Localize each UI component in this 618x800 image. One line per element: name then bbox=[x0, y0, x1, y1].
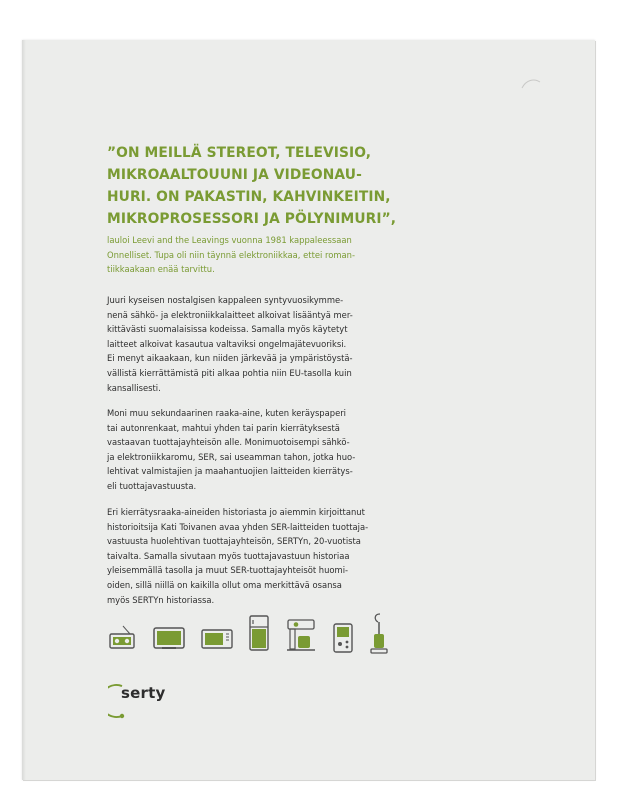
quote-credit: lauloi Leevi and the Leavings vuonna 1981 kappaleessaan Onnelliset. Tupa oli niin täynnä elektroniikkaa, ettei roman- tiikkaakaan enää tarvittu. bbox=[107, 235, 355, 275]
cover-spine-edge bbox=[22, 40, 26, 780]
game-device-icon bbox=[332, 622, 354, 654]
body-paragraph-3: Eri kierrätysraaka-aineiden historiasta jo aiemmin kirjoittanut historioitsija Kati Toivanen avaa yhden SER-laitteiden tuottaja- vastuusta huolehtivan tuottajayhteisön, SERTYn, 20-vuotista taivalta. Samalla sivutaan myös tuottajavastuun historiaa yleisemmällä tasolla ja muut SER-tuottajayhteisöt huomi- oiden, sillä niillä on kaikilla ollut oma merkittävä osansa myös SERTYn historiassa. bbox=[107, 507, 369, 605]
vacuum-cleaner-icon bbox=[366, 612, 390, 656]
microwave-icon bbox=[200, 628, 234, 652]
appliance-icon-row bbox=[108, 612, 398, 660]
serty-logo-text: serty bbox=[121, 684, 166, 702]
song-quote: ”ON MEILLÄ STEREOT, TELEVISIO, MIKROAALTOUUNI JA VIDEONAU- HURI. ON PAKASTIN, KAHVINKEITIN, MIKROPROSESSORI JA PÖLYNIMURI”, bbox=[107, 145, 397, 227]
radio-icon bbox=[108, 624, 136, 652]
cover-crease-mark bbox=[520, 76, 542, 90]
body-paragraph-1: Juuri kyseisen nostalgisen kappaleen syntyvuosikymme- nenä sähkö- ja elektroniikkalaitteet alkoivat lisääntyä mer- kittävästi suomalaisissa kodeissa. Samalla myös käytetyt laitteet alkoivat kasautua valtaviksi ongelmajätevuoriksi. Ei menyt aikaakaan, kun niiden järkevää ja ympäristöystä- vällistä kierrättämistä piti alkaa pohtia niin EU-tasolla kuin kansallisesti. bbox=[107, 295, 353, 393]
refrigerator-icon bbox=[248, 614, 270, 654]
television-icon bbox=[152, 626, 186, 652]
body-paragraph-2: Moni muu sekundaarinen raaka-aine, kuten keräyspaperi tai autonrenkaat, mahtui yhden tai parin kierrätyksestä vastaavan tuottajayhteisön alle. Monimuotoisempi sähkö- ja elektroniikkaromu, SER, sai useamman tahon, jotka huo- lehtivat valmistajien ja maahantuojien laitteiden kierrätys- eli tuottajavastuusta. bbox=[107, 408, 356, 491]
coffee-maker-icon bbox=[284, 618, 318, 654]
